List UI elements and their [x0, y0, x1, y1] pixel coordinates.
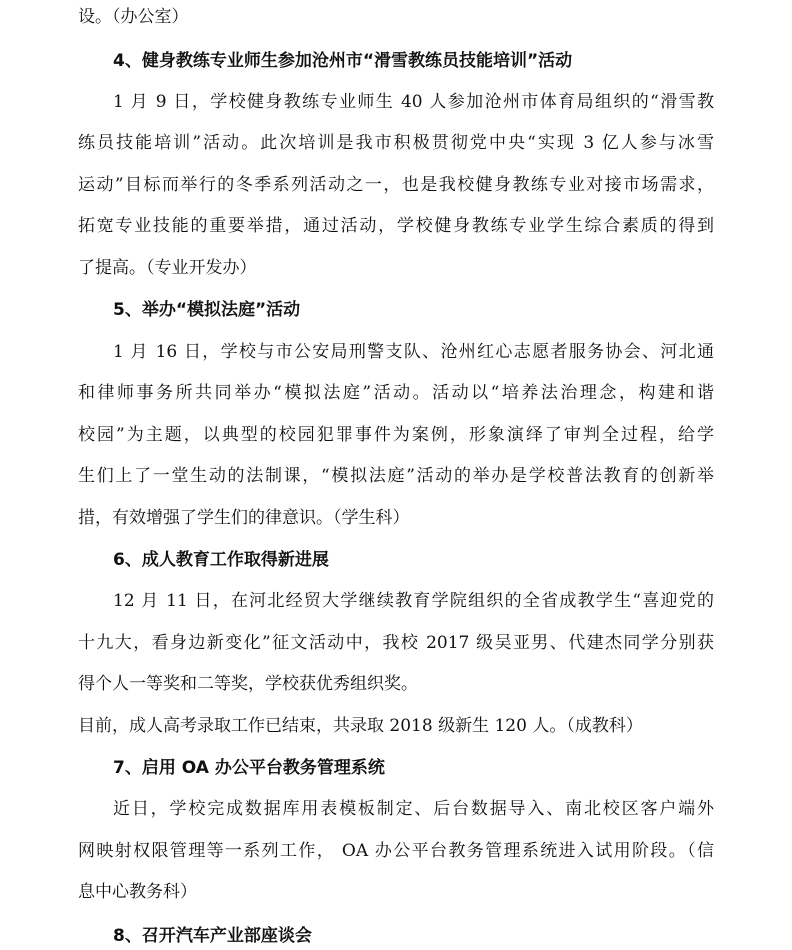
- section-heading: 5、举办“模拟法庭”活动: [113, 300, 301, 320]
- paragraph-line: 网映射权限管理等一系列工作， OA 办公平台教务管理系统进入试用阶段。（信: [78, 841, 714, 861]
- paragraph-line: 得个人一等奖和二等奖，学校获优秀组织奖。: [78, 674, 418, 694]
- paragraph-line: 1 月 9 日，学校健身教练专业师生 40 人参加沧州市体育局组织的“滑雪教: [113, 92, 714, 112]
- paragraph-line: 和律师事务所共同举办“模拟法庭”活动。活动以“培养法治理念，构建和谐: [78, 383, 714, 403]
- paragraph-line: 十九大，看身边新变化”征文活动中，我校 2017 级吴亚男、代建杰同学分别获: [78, 633, 714, 653]
- paragraph-line: 目前，成人高考录取工作已结束，共录取 2018 级新生 120 人。（成教科）: [78, 716, 643, 736]
- paragraph-line: 练员技能培训”活动。此次培训是我市积极贯彻党中央“实现 3 亿人参与冰雪: [78, 133, 714, 153]
- paragraph-line: 12 月 11 日，在河北经贸大学继续教育学院组织的全省成教学生“喜迎党的: [113, 591, 714, 611]
- paragraph-line: 拓宽专业技能的重要举措，通过活动，学校健身教练专业学生综合素质的得到: [78, 216, 714, 236]
- paragraph-line: 1 月 16 日，学校与市公安局刑警支队、沧州红心志愿者服务协会、河北通: [113, 342, 714, 362]
- paragraph-line: 生们上了一堂生动的法制课，“模拟法庭”活动的举办是学校普法教育的创新举: [78, 466, 714, 486]
- paragraph-line: 运动”目标而举行的冬季系列活动之一，也是我校健身教练专业对接市场需求，: [78, 175, 714, 195]
- paragraph-line: 措，有效增强了学生们的律意识。（学生科）: [78, 508, 410, 528]
- paragraph-line: 近日，学校完成数据库用表模板制定、后台数据导入、南北校区客户端外: [113, 799, 714, 819]
- section-heading: 6、成人教育工作取得新进展: [113, 550, 329, 570]
- paragraph-line: 息中心教务科）: [78, 882, 197, 902]
- paragraph-line: 了提高。（专业开发办）: [78, 258, 257, 278]
- section-heading: 8、召开汽车产业部座谈会: [113, 926, 312, 946]
- paragraph-line: 设。（办公室）: [78, 7, 189, 27]
- section-heading: 7、启用 OA 办公平台教务管理系统: [113, 758, 385, 778]
- paragraph-line: 校园”为主题，以典型的校园犯罪事件为案例，形象演绎了审判全过程，给学: [78, 425, 714, 445]
- section-heading: 4、健身教练专业师生参加沧州市“滑雪教练员技能培训”活动: [113, 51, 573, 71]
